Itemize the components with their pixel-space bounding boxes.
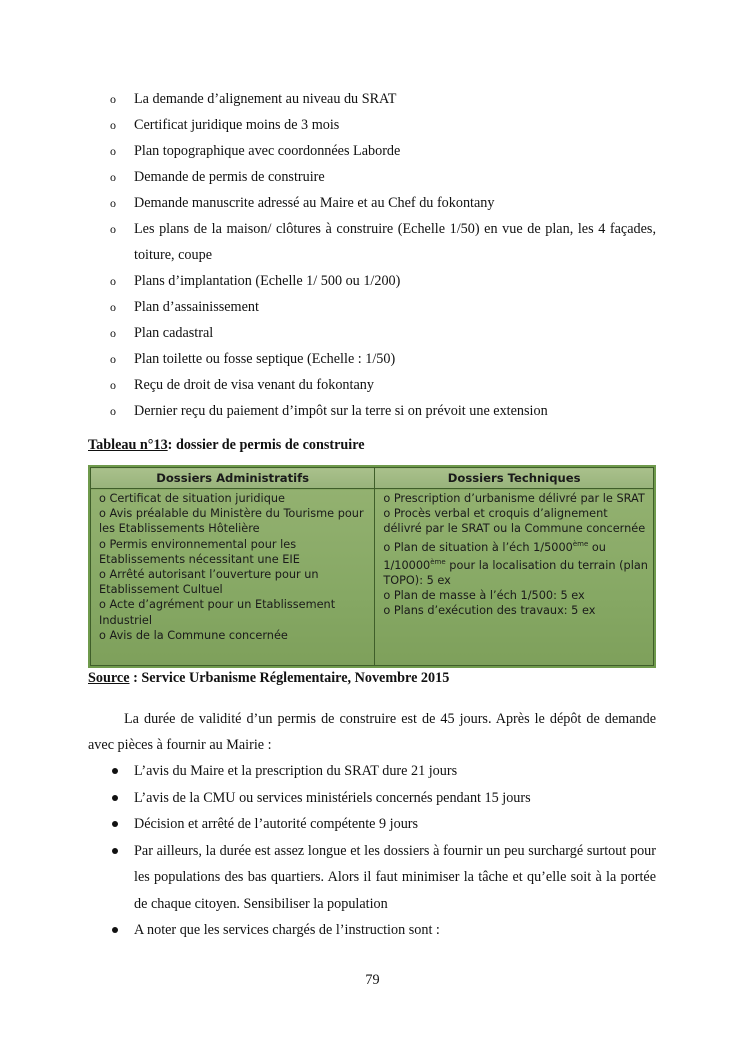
source-line xyxy=(88,670,449,687)
list-marker: o xyxy=(110,300,116,314)
source-label: Source xyxy=(88,670,130,686)
list-marker: o xyxy=(110,170,116,184)
caption-label: Tableau n°13 xyxy=(88,437,168,453)
list-item: o Demande manuscrite adressé au Maire et au Chef du fokontany xyxy=(110,190,656,216)
table-cell-item: o Permis environnemental pour les Etablissements nécessitant une EIE xyxy=(99,537,300,566)
list-item: o Plan cadastral xyxy=(110,320,656,346)
list-marker: o xyxy=(110,118,116,132)
table-caption xyxy=(88,437,365,454)
list-item: o Les plans de la maison/ clôtures à construire (Echelle 1/50) en vue de plan, les 4 façades, toiture, coupe xyxy=(110,216,656,268)
list-marker: o xyxy=(110,404,116,418)
list-item: o Plan d’assainissement xyxy=(110,294,656,320)
list-marker: o xyxy=(110,378,116,392)
table-cell-item: o Acte d’agrément pour un Etablissement Industriel xyxy=(99,598,336,627)
list-item: o Dernier reçu du paiement d’impôt sur la terre si on prévoit une extension xyxy=(110,398,656,424)
header-tech: Dossiers Techniques xyxy=(375,468,654,489)
body-paragraph: La durée de validité d’un permis de construire est de 45 jours. Après le dépôt de demande avec pièces à fournir au Mairie : xyxy=(88,711,656,753)
list-item: o Certificat juridique moins de 3 mois xyxy=(110,112,656,138)
list-marker: o xyxy=(110,352,116,366)
list-marker: o xyxy=(110,144,116,158)
list-item: o Demande de permis de construire xyxy=(110,164,656,190)
list-item: Par ailleurs, la durée est assez longue et les dossiers à fournir un peu surchargé surtout pour les populations des bas quartiers. Alors il faut minimiser la tâche et qu’elle soit à la portée de chaque citoyen. Sensibiliser la population xyxy=(110,838,656,918)
requirements-list xyxy=(110,86,656,424)
table-cell-item: o Certificat de situation juridique xyxy=(99,492,285,505)
page-number: 79 xyxy=(365,972,380,988)
source-text: : Service Urbanisme Réglementaire, Novembre 2015 xyxy=(129,670,450,686)
tech-cell xyxy=(375,489,654,666)
bullet-icon xyxy=(112,927,118,933)
header-admin: Dossiers Administratifs xyxy=(91,468,375,489)
table-cell-item: o Procès verbal et croquis d’alignement délivré par le SRAT ou la Commune concernée xyxy=(383,507,646,536)
table-cell-item: o Plans d’exécution des travaux: 5 ex xyxy=(383,603,596,617)
table-cell-item: o Avis préalable du Ministère du Tourisme pour les Etablissements Hôtelière xyxy=(99,507,364,536)
list-marker: o xyxy=(110,326,116,340)
list-marker: o xyxy=(110,222,116,236)
admin-cell xyxy=(91,489,375,666)
list-item: o Plans d’implantation (Echelle 1/ 500 ou 1/200) xyxy=(110,268,656,294)
table-cell-item: o Arrêté autorisant l’ouverture pour un Etablissement Cultuel xyxy=(99,568,319,597)
list-item: o Reçu de droit de visa venant du fokontany xyxy=(110,372,656,398)
list-marker: o xyxy=(110,274,116,288)
bullet-icon xyxy=(112,768,118,774)
table-cell-item: o Prescription d’urbanisme délivré par le SRAT xyxy=(383,492,645,505)
list-item: Décision et arrêté de l’autorité compétente 9 jours xyxy=(110,811,656,838)
caption-text: : dossier de permis de construire xyxy=(167,437,365,453)
list-marker: o xyxy=(110,92,116,106)
list-item: L’avis de la CMU ou services ministériels concernés pendant 15 jours xyxy=(110,785,656,812)
table-cell-item: o Avis de la Commune concernée xyxy=(99,628,288,642)
list-item: o La demande d’alignement au niveau du SRAT xyxy=(110,86,656,112)
bullet-icon xyxy=(112,848,118,854)
permit-table-image xyxy=(88,465,656,668)
bullet-icon xyxy=(112,795,118,801)
list-item: o Plan topographique avec coordonnées Laborde xyxy=(110,138,656,164)
list-item: A noter que les services chargés de l’instruction sont : xyxy=(110,917,656,944)
list-item: L’avis du Maire et la prescription du SRAT dure 21 jours xyxy=(110,758,656,785)
list-item: o Plan toilette ou fosse septique (Echelle : 1/50) xyxy=(110,346,656,372)
table-cell-item: o Plan de masse à l’éch 1/500: 5 ex xyxy=(383,588,585,602)
bullet-icon xyxy=(112,821,118,827)
list-marker: o xyxy=(110,196,116,210)
table-cell-item: o Plan de situation à l’éch 1/5000ème ou 1/10000ème pour la localisation du terrain (plan TOPO): 5 ex xyxy=(383,539,648,587)
bullet-list xyxy=(110,758,656,944)
permit-table xyxy=(90,467,654,666)
